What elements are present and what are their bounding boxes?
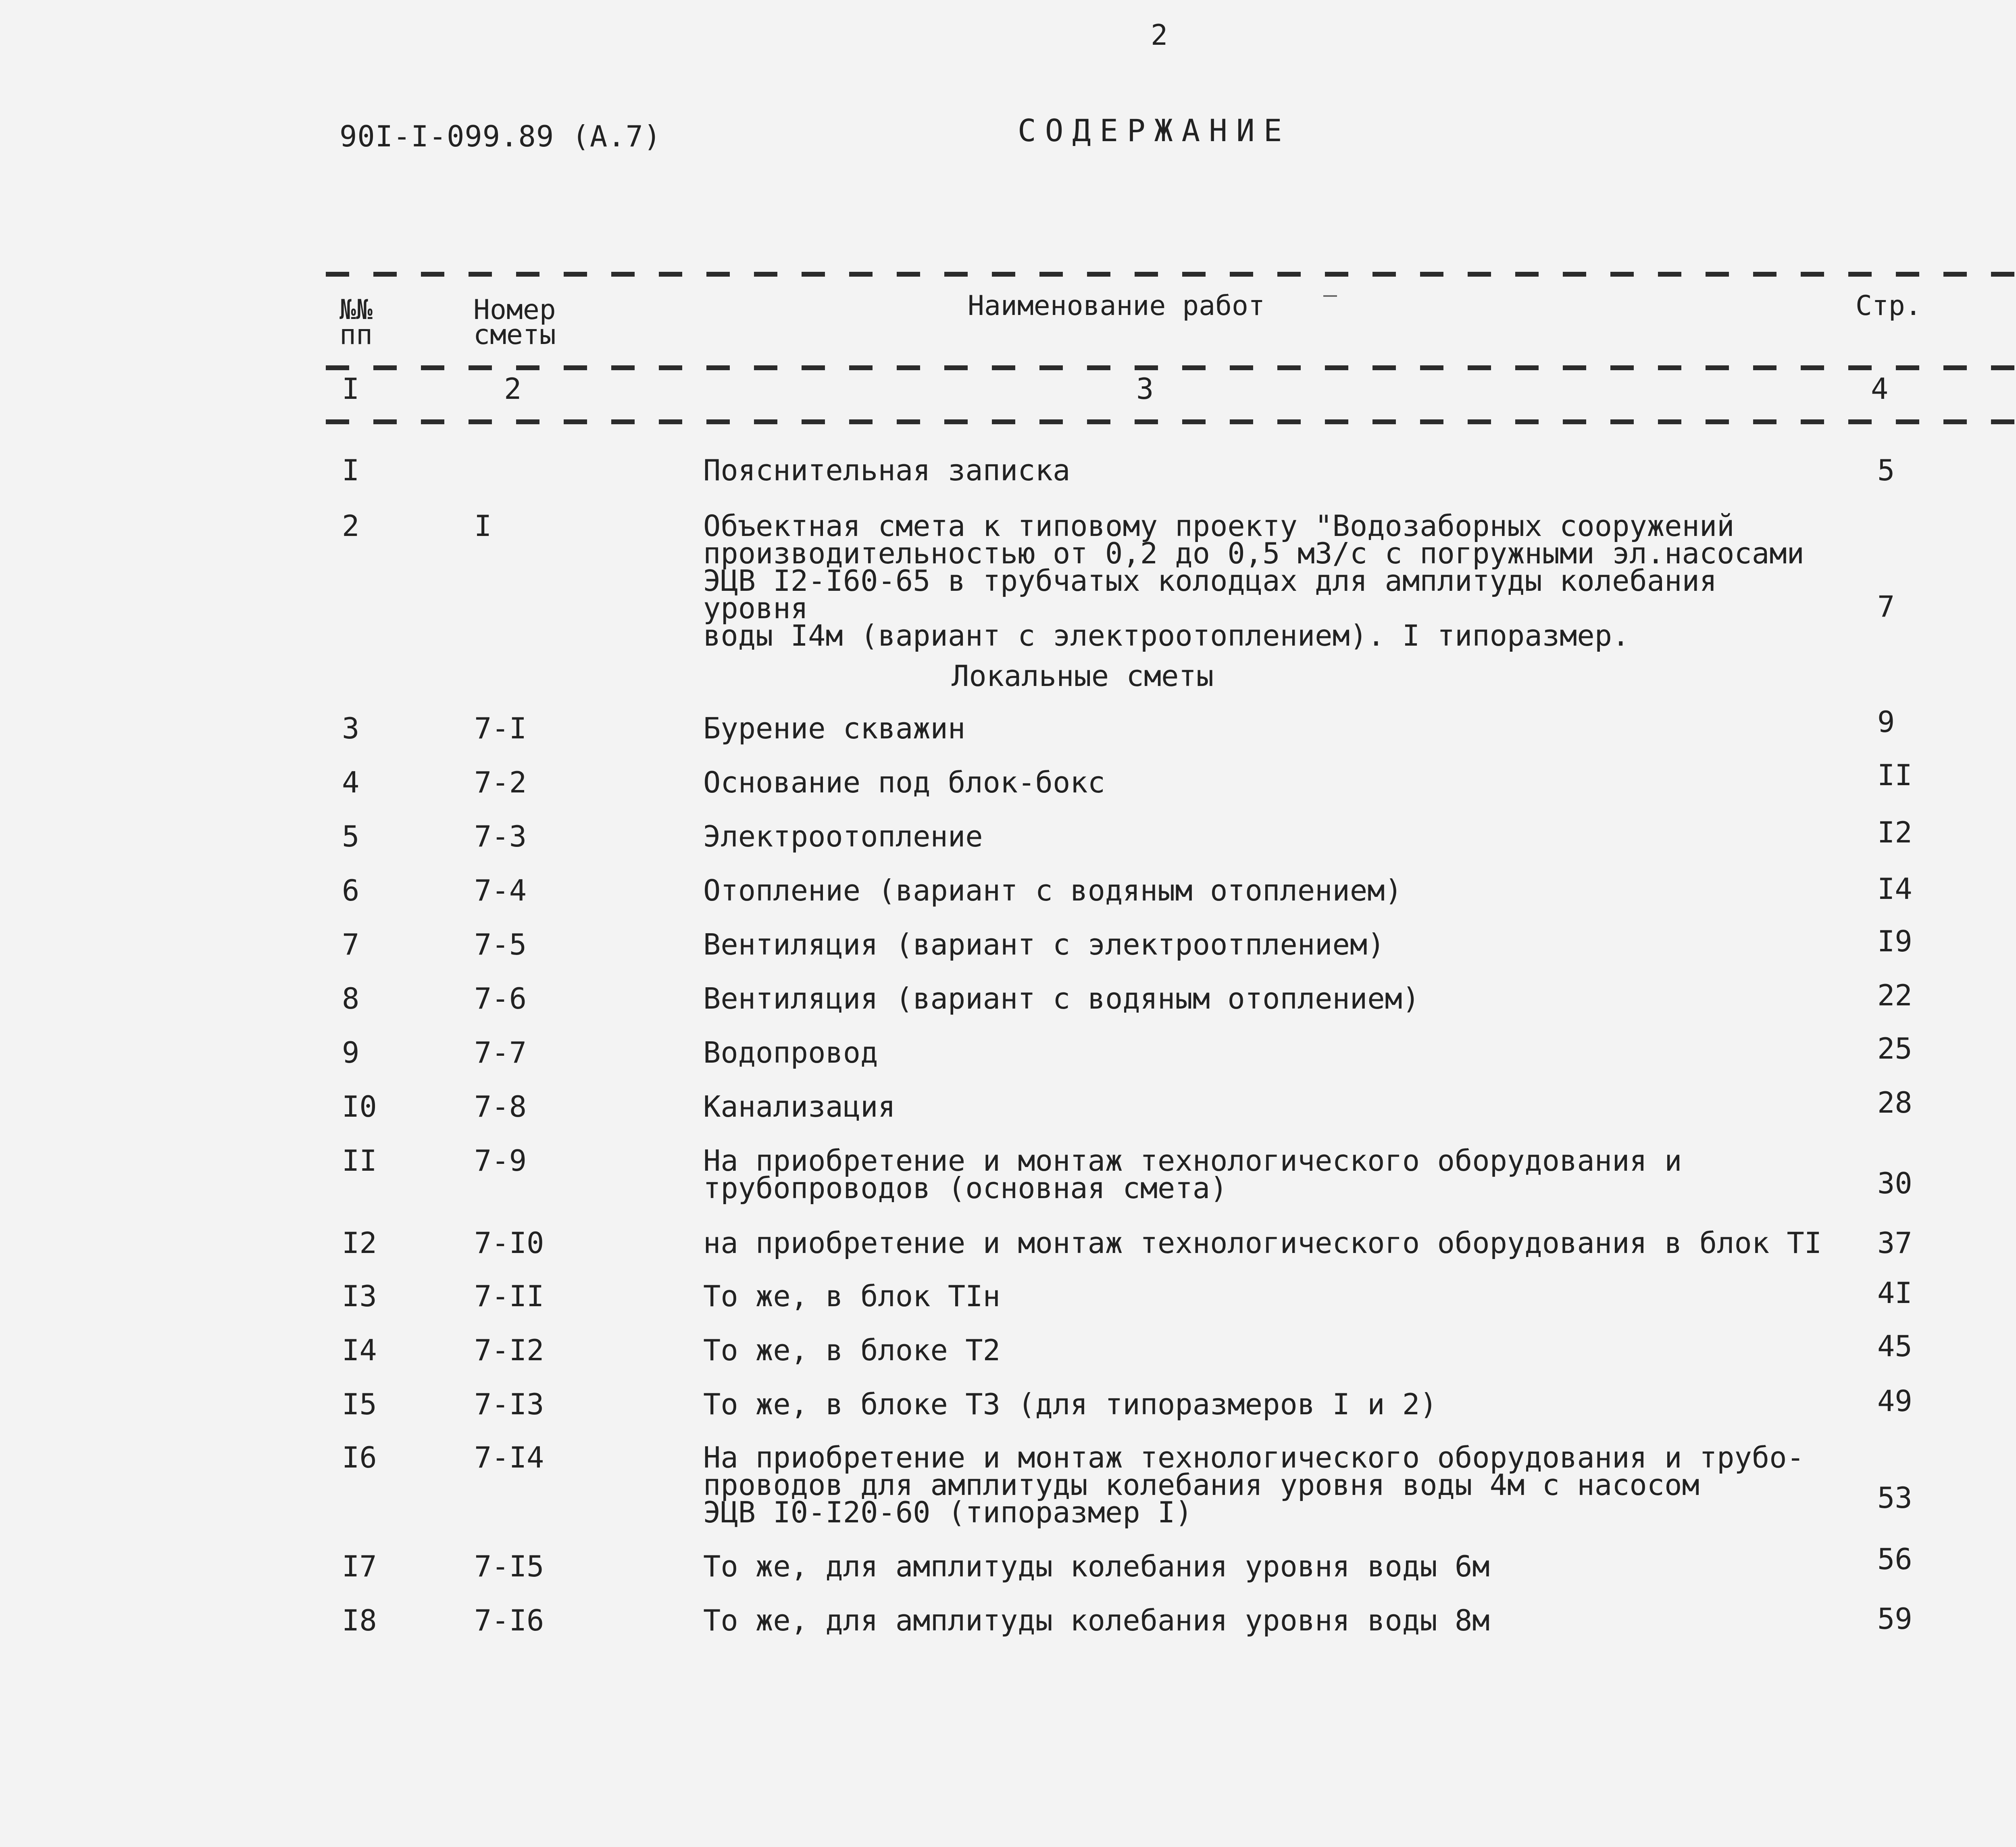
page-reference: 30 [1877, 1166, 1912, 1200]
row-number: 2 [342, 509, 360, 543]
row-number: I0 [342, 1090, 377, 1124]
estimate-number: 7-2 [474, 765, 527, 799]
row-number: 4 [342, 765, 360, 799]
column-number-2: 2 [504, 372, 522, 406]
work-name: Водопровод [703, 1036, 878, 1069]
work-name: Объектная смета к типовому проекту "Водозаборных сооружений производительностью от 0,2 до 0,5 м3/с с погружными эл.насосами ЭЦВ I2-I60-65 в трубчатых колодцах для амплитуды колебания уровня воды I4м (вариант с электроотоплением). I типоразмер. [703, 509, 1804, 652]
estimate-number: 7-I4 [474, 1440, 544, 1474]
page-reference: 49 [1877, 1384, 1912, 1418]
column-number-1: I [342, 372, 360, 406]
work-name: То же, для амплитуды колебания уровня воды 6м [703, 1549, 1490, 1583]
estimate-number: 7-9 [474, 1144, 527, 1178]
estimate-number: 7-I6 [474, 1603, 544, 1637]
page-reference: 25 [1877, 1032, 1912, 1065]
work-name: Пояснительная записка [703, 453, 1070, 487]
column-number-3: 3 [1136, 372, 1154, 406]
row-number: II [342, 1144, 377, 1178]
row-number: I5 [342, 1387, 377, 1421]
page-reference: I2 [1877, 815, 1912, 849]
row-number: I7 [342, 1549, 377, 1583]
work-name: То же, в блоке T3 (для типоразмеров I и 2) [703, 1387, 1437, 1421]
work-name: Канализация [703, 1090, 896, 1124]
row-number: I [342, 453, 360, 487]
estimate-number: 7-7 [474, 1036, 527, 1069]
row-number: 6 [342, 873, 360, 907]
work-name: То же, в блоке T2 [703, 1333, 1000, 1367]
document-code: 90I-I-099.89 (A.7) [339, 119, 662, 153]
header-row-number: №№ пп [339, 294, 373, 351]
row-number: 3 [342, 711, 360, 745]
estimate-number: 7-4 [474, 873, 527, 907]
page-reference: I9 [1877, 924, 1912, 958]
page-reference: 22 [1877, 978, 1912, 1012]
estimate-number: I [474, 509, 492, 543]
work-name: на приобретение и монтаж технологического оборудования в блок TI [703, 1226, 1822, 1260]
work-name: Бурение скважин [703, 711, 966, 745]
work-name: Отопление (вариант с водяным отоплением) [703, 873, 1402, 907]
table-body-divider [326, 419, 2016, 424]
small-dash-mark [1323, 295, 1337, 297]
work-name: То же, в блок TIн [703, 1279, 1000, 1313]
row-number: I8 [342, 1603, 377, 1637]
table-header-divider [326, 365, 2016, 370]
page-reference: 4I [1877, 1276, 1912, 1310]
estimate-number: 7-5 [474, 928, 527, 961]
page-reference: I4 [1877, 872, 1912, 906]
row-number: I6 [342, 1440, 377, 1474]
page-reference: 37 [1877, 1226, 1912, 1260]
estimate-number: 7-6 [474, 982, 527, 1015]
row-number: I4 [342, 1333, 377, 1367]
column-number-4: 4 [1871, 372, 1889, 406]
table-top-border [326, 272, 2016, 277]
estimate-number: 7-8 [474, 1090, 527, 1124]
page-number: 2 [1151, 19, 1168, 52]
work-name: Вентиляция (вариант с электроотплением) [703, 928, 1385, 961]
header-estimate-number: Номер сметы [473, 294, 556, 351]
work-name: Электроотопление [703, 819, 983, 853]
page-reference: 53 [1877, 1481, 1912, 1515]
estimate-number: 7-3 [474, 819, 527, 853]
page-reference: 5 [1877, 453, 1895, 487]
page-reference: II [1877, 758, 1912, 792]
row-number: 5 [342, 819, 360, 853]
estimate-number: 7-I0 [474, 1226, 544, 1260]
page-reference: 7 [1877, 590, 1895, 623]
row-number: 8 [342, 982, 360, 1015]
page-reference: 9 [1877, 705, 1895, 739]
header-page: Стр. [1856, 290, 1922, 322]
page-reference: 59 [1877, 1602, 1912, 1636]
work-name: На приобретение и монтаж технологического оборудования и трубопроводов (основная смета) [703, 1144, 1682, 1205]
row-number: 9 [342, 1036, 360, 1069]
estimate-number: 7-I5 [474, 1549, 544, 1583]
page-reference: 45 [1877, 1329, 1912, 1363]
estimate-number: 7-I3 [474, 1387, 544, 1421]
row-number: I2 [342, 1226, 377, 1260]
work-name: На приобретение и монтаж технологического оборудования и трубо- проводов для амплитуды колебания уровня воды 4м с насосом ЭЦВ I0-I20-60 (типоразмер I) [703, 1440, 1804, 1529]
work-name: Вентиляция (вариант с водяным отоплением) [703, 982, 1420, 1015]
section-title-local-estimates: Локальные сметы [952, 659, 1214, 693]
page-title: СОДЕРЖАНИЕ [1018, 113, 1291, 148]
work-name: Основание под блок-бокс [703, 765, 1105, 799]
row-number: 7 [342, 928, 360, 961]
page-reference: 56 [1877, 1542, 1912, 1576]
estimate-number: 7-I [474, 711, 527, 745]
header-work-name: Наименование работ [968, 290, 1265, 322]
estimate-number: 7-I2 [474, 1333, 544, 1367]
estimate-number: 7-II [474, 1279, 544, 1313]
work-name: То же, для амплитуды колебания уровня воды 8м [703, 1603, 1490, 1637]
page-reference: 28 [1877, 1086, 1912, 1119]
row-number: I3 [342, 1279, 377, 1313]
